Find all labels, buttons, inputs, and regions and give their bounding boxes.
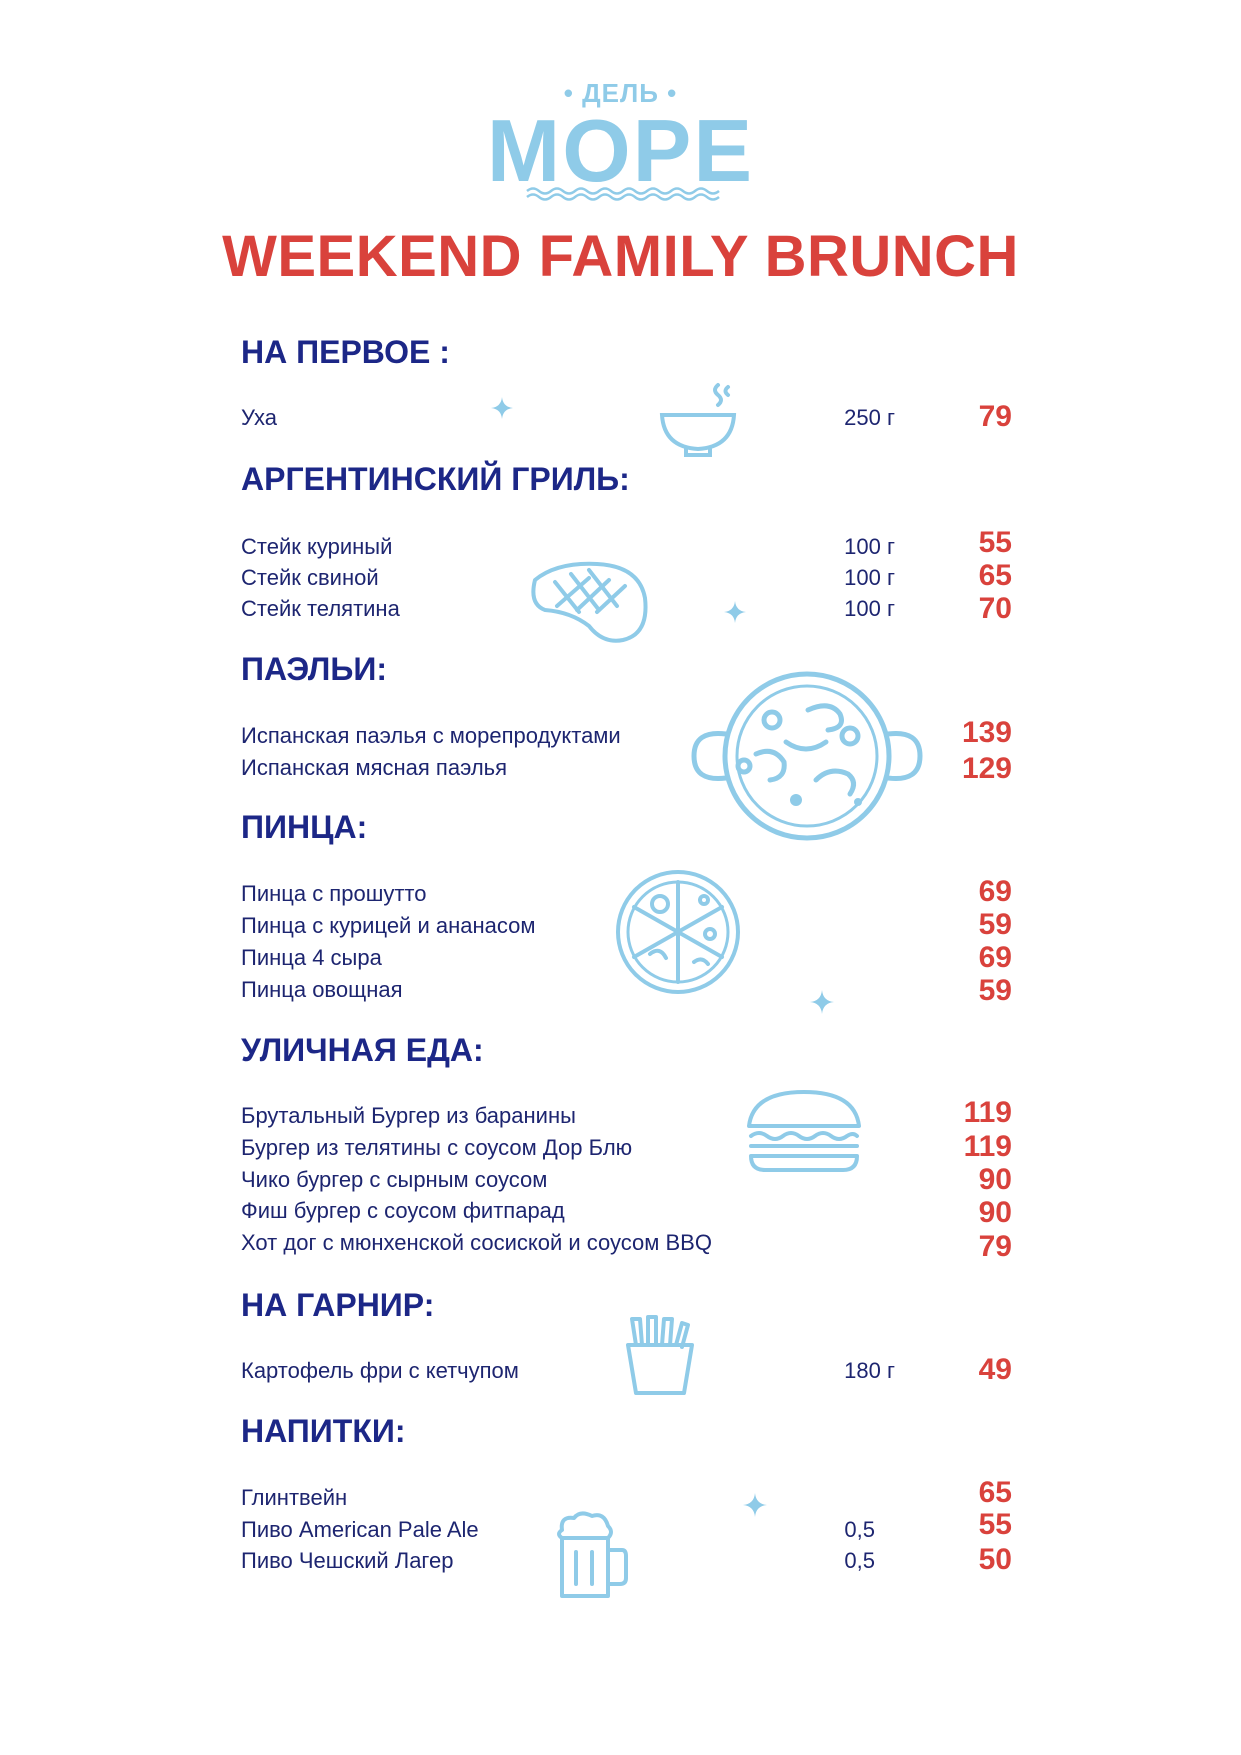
menu-item-name: Стейк куриный bbox=[241, 534, 393, 559]
menu-item-name: Пинца овощная bbox=[241, 977, 403, 1002]
menu-item-price: 55 bbox=[978, 526, 1012, 559]
section-title-side-dish: НА ГАРНИР: bbox=[241, 1287, 435, 1323]
menu-item-price: 59 bbox=[978, 974, 1012, 1007]
logo-waves-icon bbox=[527, 186, 717, 200]
fries-icon bbox=[626, 1315, 694, 1395]
menu-item-price: 129 bbox=[961, 752, 1012, 785]
sparkle-icon bbox=[491, 397, 513, 419]
menu-item-price: 49 bbox=[978, 1353, 1012, 1386]
section-title-pinsa: ПИНЦА: bbox=[241, 809, 368, 845]
sparkle-icon bbox=[743, 1493, 767, 1517]
pizza-icon bbox=[614, 870, 742, 994]
menu-item-weight: 100 г bbox=[844, 596, 895, 621]
menu-item-name: Испанская паэлья с морепродуктами bbox=[241, 723, 621, 748]
sparkle-icon bbox=[810, 990, 834, 1014]
menu-item-weight: 0,5 bbox=[844, 1548, 875, 1573]
section-title-drinks: НАПИТКИ: bbox=[241, 1413, 406, 1449]
menu-item-price: 59 bbox=[978, 908, 1012, 941]
section-title-street-food: УЛИЧНАЯ ЕДА: bbox=[241, 1032, 484, 1068]
soup-bowl-icon bbox=[660, 385, 740, 457]
page-title: WEEKEND FAMILY BRUNCH bbox=[222, 224, 1019, 289]
menu-item-name: Брутальный Бургер из баранины bbox=[241, 1103, 576, 1128]
menu-item-price: 79 bbox=[978, 400, 1012, 433]
menu-item-name: Пинца с прошутто bbox=[241, 881, 427, 906]
menu-item-name: Пиво American Pale Ale bbox=[241, 1517, 479, 1542]
menu-item-name: Пиво Чешский Лагер bbox=[241, 1548, 454, 1573]
menu-item-name: Фиш бургер с соусом фитпарад bbox=[241, 1198, 565, 1223]
menu-item-price: 119 bbox=[963, 1096, 1012, 1129]
menu-item-name: Испанская мясная паэлья bbox=[241, 755, 508, 780]
menu-item-price: 119 bbox=[963, 1130, 1012, 1163]
section-title-paella: ПАЭЛЬИ: bbox=[241, 651, 387, 687]
menu-item-name: Стейк телятина bbox=[241, 596, 400, 621]
menu-item-weight: 100 г bbox=[844, 534, 895, 559]
menu-item-weight: 0,5 bbox=[844, 1517, 875, 1542]
menu-item-weight: 250 г bbox=[844, 405, 895, 430]
menu-item-price: 79 bbox=[978, 1230, 1012, 1263]
steak-icon bbox=[527, 560, 649, 644]
menu-item-price: 70 bbox=[978, 592, 1012, 625]
menu-item-weight: 100 г bbox=[844, 565, 895, 590]
menu-item-name: Пинца 4 сыра bbox=[241, 945, 382, 970]
menu-item-name: Уха bbox=[241, 405, 277, 430]
menu-item-name: Хот дог с мюнхенской сосиской и соусом BBQ bbox=[241, 1230, 712, 1255]
burger-icon bbox=[745, 1090, 863, 1174]
menu-item-price: 55 bbox=[978, 1508, 1012, 1541]
menu-item-weight: 180 г bbox=[844, 1358, 895, 1383]
sparkle-icon bbox=[724, 601, 746, 623]
menu-item-price: 90 bbox=[978, 1163, 1012, 1196]
menu-item-price: 139 bbox=[961, 716, 1012, 749]
menu-item-price: 65 bbox=[978, 1476, 1012, 1509]
menu-item-name: Пинца с курицей и ананасом bbox=[241, 913, 536, 938]
menu-item-price: 50 bbox=[978, 1543, 1012, 1576]
menu-item-price: 69 bbox=[978, 875, 1012, 908]
section-title-grill: АРГЕНТИНСКИЙ ГРИЛЬ: bbox=[241, 461, 630, 497]
menu-item-name: Глинтвейн bbox=[241, 1485, 348, 1510]
menu-item-price: 69 bbox=[978, 941, 1012, 974]
menu-item-price: 65 bbox=[978, 559, 1012, 592]
section-title-first-course: НА ПЕРВОЕ : bbox=[241, 334, 450, 370]
paella-pan-icon bbox=[690, 670, 924, 842]
menu-item-name: Бургер из телятины с соусом Дор Блю bbox=[241, 1135, 633, 1160]
beer-mug-icon bbox=[556, 1512, 630, 1602]
logo-small-text: • ДЕЛЬ • bbox=[563, 78, 678, 108]
menu-item-name: Картофель фри с кетчупом bbox=[241, 1358, 519, 1383]
menu-item-price: 90 bbox=[978, 1196, 1012, 1229]
logo-main-text: МОРЕ bbox=[486, 101, 755, 200]
menu-item-name: Стейк свиной bbox=[241, 565, 379, 590]
menu-item-name: Чико бургер с сырным соусом bbox=[241, 1167, 548, 1192]
